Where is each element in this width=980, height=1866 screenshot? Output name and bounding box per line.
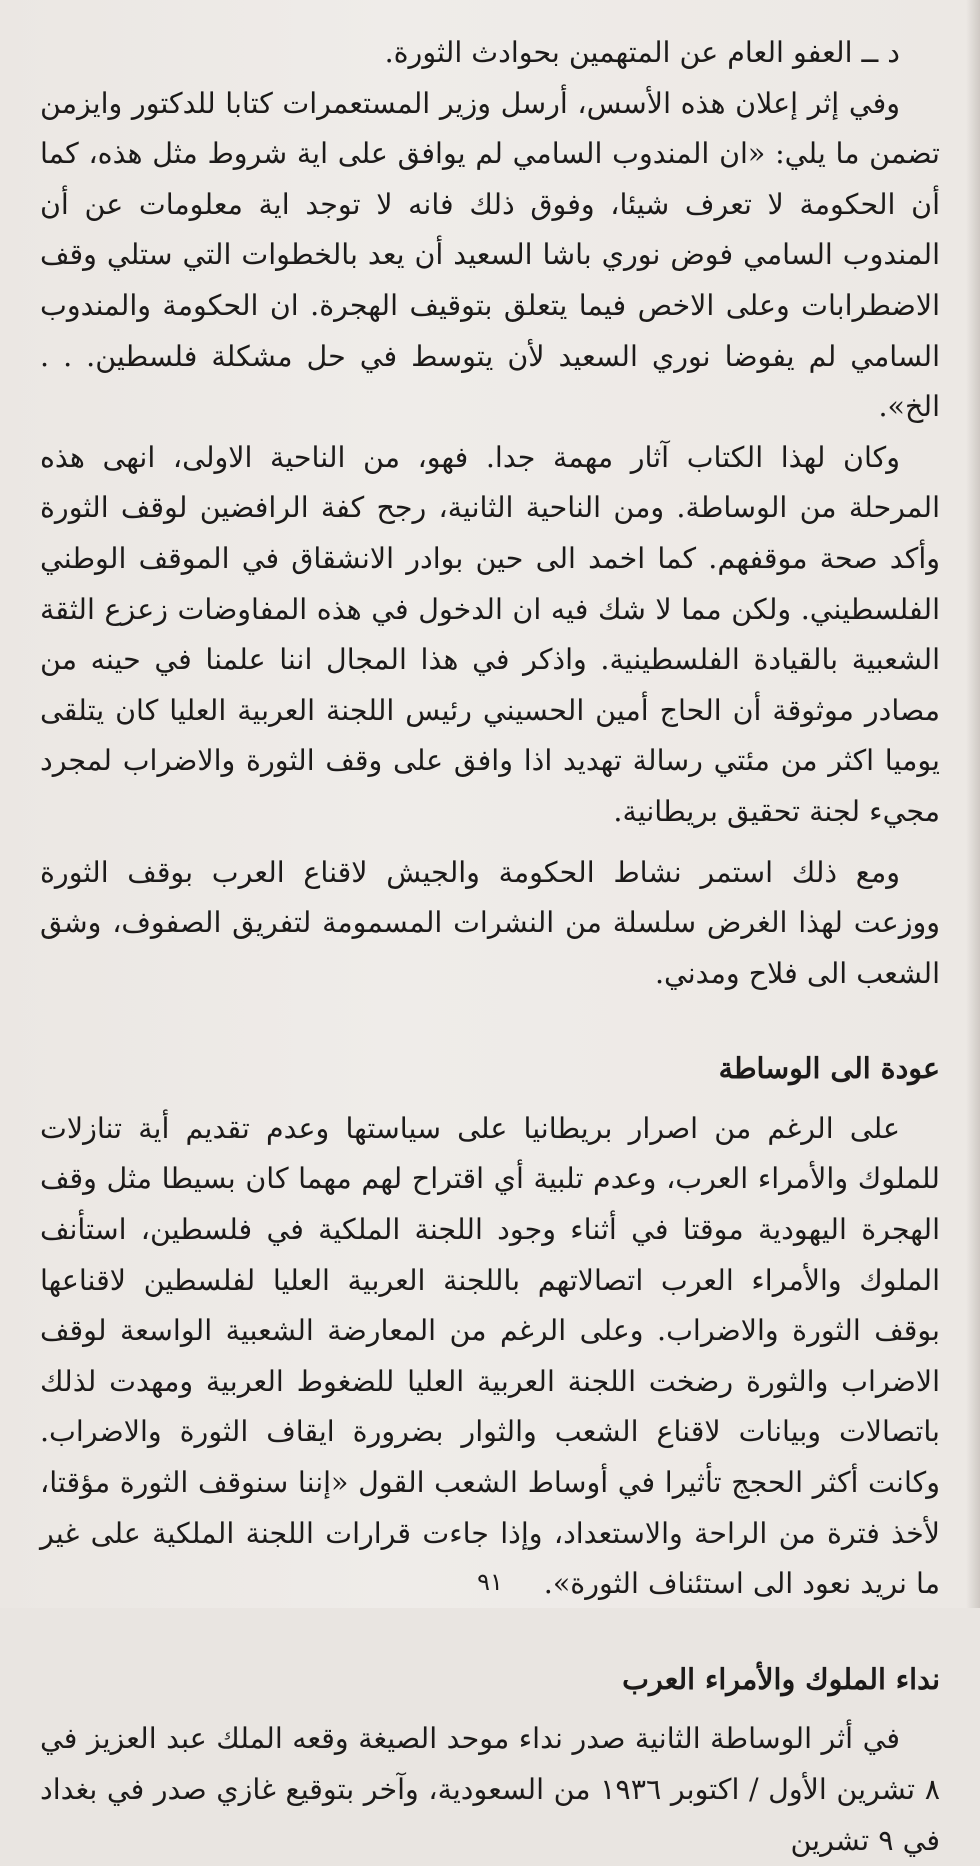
spacer — [40, 1094, 940, 1104]
paragraph-4: على الرغم من اصرار بريطانيا على سياستها وعدم تقديم أية تنازلات للملوك والأمراء العرب، وعدم تلبية أي اقتراح لهم مهما كان بسيطا مثل وقف الهجرة اليهودية موقتا في أثناء وجود اللجنة الملكية في فلسطين، استأنف الملوك والأمراء العرب اتصالاتهم باللجنة العربية العليا لفلسطين لاقناعها بوقف الثورة والاضراب. وعلى الرغم من المعارضة الشعبية الواسعة لوقف الاضراب والثورة رضخت اللجنة العربية العليا للضغوط العربية ومهدت لذلك باتصالات وبيانات لاقناع الشعب والثوار بضرورة ايقاف الثورة والاضراب. وكانت أكثر الحجج تأثيرا في أوساط الشعب القول «إننا سنوقف الثورة مؤقتا، لأخذ فترة من الراحة والاستعداد، وإذا جاءت قرارات اللجنة الملكية على غير ما نريد نعود الى استئناف الثورة». — [40, 1111, 940, 1601]
paragraph-2: وكان لهذا الكتاب آثار مهمة جدا. فهو، من الناحية الاولى، انهى هذه المرحلة من الوساطة. ومن الناحية الثانية، رجح كفة الرافضين لوقف الثورة وأكد صحة موقفهم. كما اخمد الى حين بوادر الانشقاق في الموقف الوطني الفلسطيني. ولكن مما لا شك فيه ان الدخول في هذه المفاوضات زعزع الثقة الشعبية بالقيادة الفلسطينية. واذكر في هذا المجال اننا علمنا في حينه من مصادر موثوقة أن الحاج أمين الحسيني رئيس اللجنة العربية العليا كان يتلقى يوميا اكثر من مئتي رسالة تهديد اذا وافق على وقف الثورة والاضراب لمجرد مجيء لجنة تحقيق بريطانية. — [40, 440, 940, 828]
spacer — [40, 1610, 940, 1654]
page-edge-shadow — [966, 0, 980, 1608]
section-heading-1: عودة الى الوساطة — [718, 1051, 940, 1086]
list-item-d: د ــ العفو العام عن المتهمين بحوادث الثورة. — [384, 36, 900, 69]
spacer — [40, 999, 940, 1043]
paragraph-5: في أثر الوساطة الثانية صدر نداء موحد الصيغة وقعه الملك عبد العزيز في ٨ تشرين الأول / اكتوبر ١٩٣٦ من السعودية، وآخر بتوقيع غازي صدر في بغداد في ٩ تشرين — [40, 1722, 940, 1857]
paragraph-3: ومع ذلك استمر نشاط الحكومة والجيش لاقناع العرب بوقف الثورة ووزعت لهذا الغرض سلسلة من النشرات المسمومة لتفريق الصفوف، وشق الشعب الى فلاح ومدني. — [40, 855, 940, 990]
page-number: ٩١ — [477, 1568, 503, 1596]
spacer — [40, 1704, 940, 1714]
section-heading-2: نداء الملوك والأمراء العرب — [622, 1661, 940, 1696]
spacer — [40, 838, 940, 848]
paragraph-1: وفي إثر إعلان هذه الأسس، أرسل وزير المستعمرات كتابا للدكتور وايزمن تضمن ما يلي: «ان المندوب السامي لم يوافق على اية شروط مثل هذه، كما أن الحكومة لا تعرف شيئا، وفوق ذلك فانه لا توجد اية معلومات عن أن المندوب السامي فوض نوري باشا السعيد أن يعد بالخطوات التي ستلي وقف الاضطرابات وعلى الاخص فيما يتعلق بتوقيف الهجرة. ان الحكومة والمندوب السامي لم يفوضا نوري السعيد لأن يتوسط في حل مشكلة فلسطين. . . الخ». — [40, 86, 940, 424]
